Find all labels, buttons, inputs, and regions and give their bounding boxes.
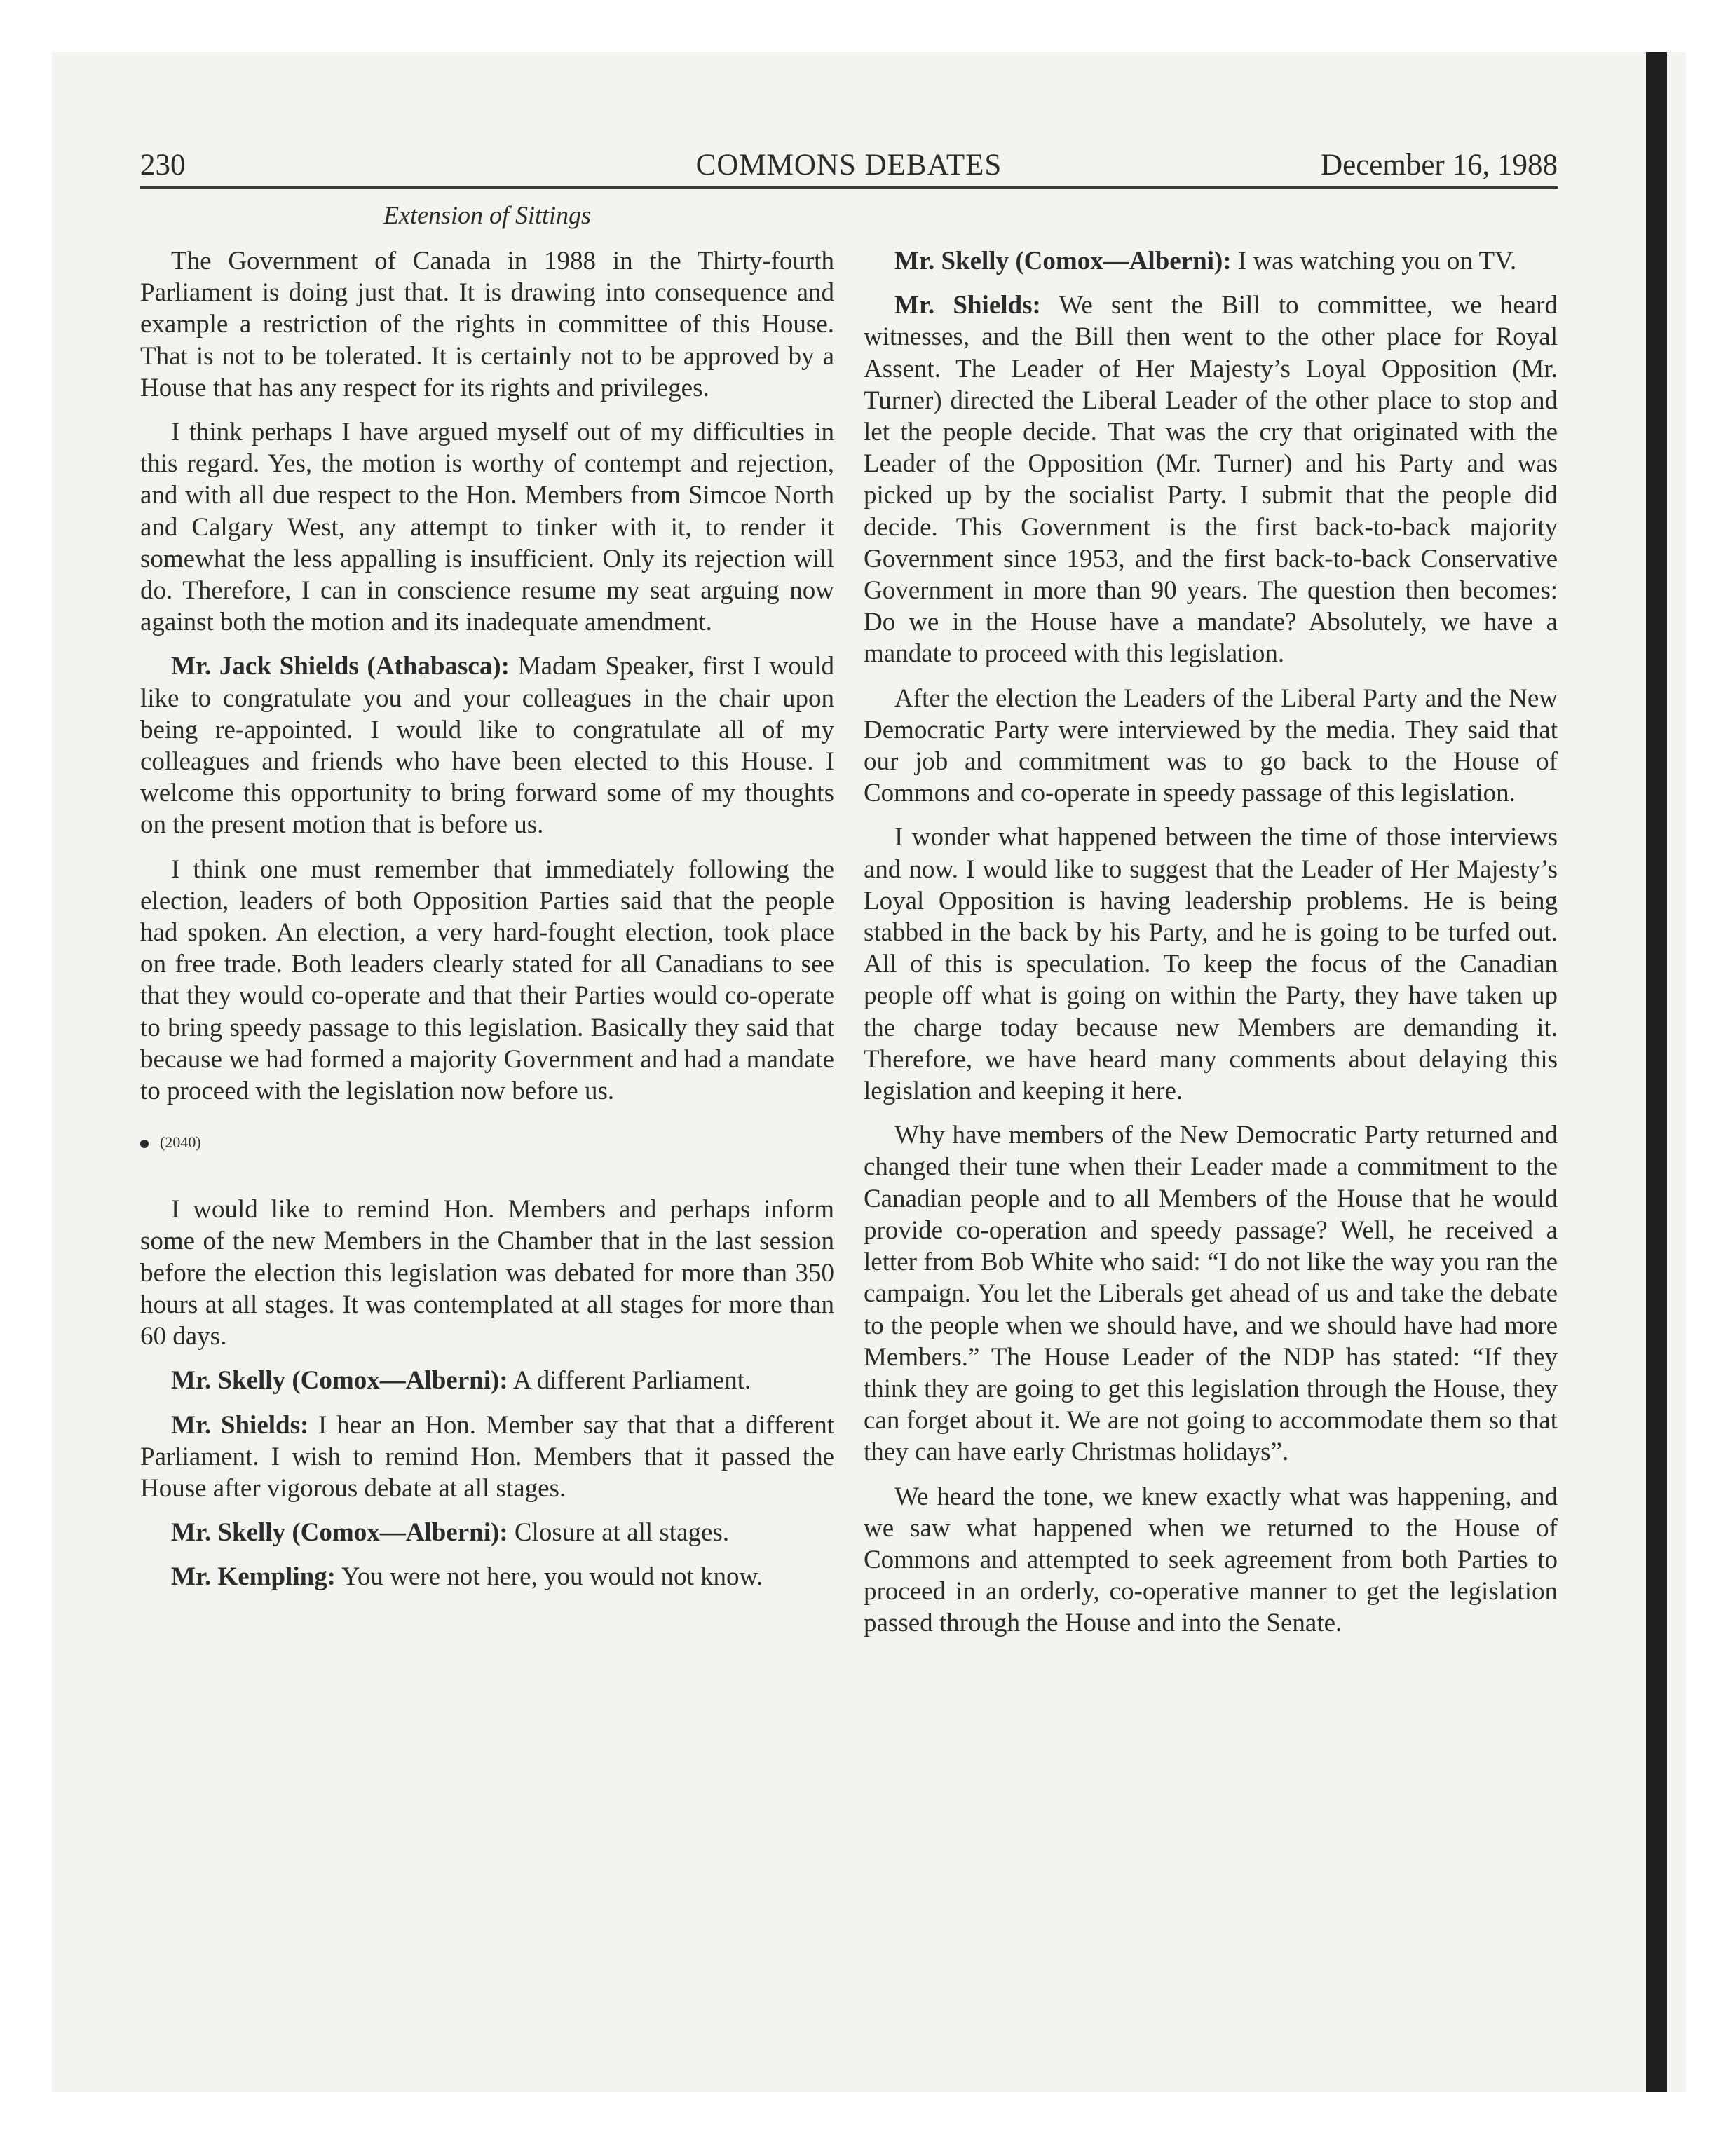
paragraph: I would like to remind Hon. Members and perhaps inform some of the new Members in the Chamber that in the last session before the election this legislation was debated for more than 350 hours at all stages. It was contemplated at all stages for more than 60 days. <box>140 1195 834 1351</box>
right-column <box>864 245 1558 1652</box>
paragraph: I think one must remember that immediately following the election, leaders of both Opposition Parties said that the people had spoken. An election, a very hard-fought election, took place on free trade. Both leaders clearly stated for all Canadians to see that they would co-operate and that their Parties would co-operate to bring speedy passage to this legislation. Basically they said that because we had formed a majority Government and had a mandate to proceed with the legislation now before us. <box>140 854 834 1106</box>
speaker-name: Mr. Shields: <box>894 291 1041 320</box>
paragraph: We heard the tone, we knew exactly what was happening, and we saw what happened when we returned to the House of Commons and attempted to seek agreement from both Parties to proceed in an orderly, co-operative manner to get the legislation passed through the House and into the Senate. <box>864 1482 1558 1638</box>
running-header <box>140 146 1558 185</box>
speaker-name: Mr. Skelly (Comox—Alberni): <box>171 1366 508 1396</box>
speech-text: Madam Speaker, first I would like to congratulate you and your colleagues in the chair upon being re-appointed. I would like to congratulate all of my colleagues and friends who have been elected to this House. I welcome this opportunity to bring forward some of my thoughts on the present motion that is before us. <box>140 652 834 840</box>
paragraph <box>140 1365 834 1396</box>
speaker-name: Mr. Kempling: <box>171 1562 336 1592</box>
paragraph: After the election the Leaders of the Liberal Party and the New Democratic Party were interviewed by the media. They said that our job and commitment was to go back to the House of Commons and co-operate in speedy passage of this legislation. <box>864 683 1558 808</box>
paragraph: I think perhaps I have argued myself out of my difficulties in this regard. Yes, the motion is worthy of contempt and rejection, and with all due respect to the Hon. Members from Simcoe North and Calgary West, any attempt to tinker with it, to render it somewhat the less appalling is insufficient. Only its rejection will do. Therefore, I can in conscience resume my seat arguing now against both the motion and its inadequate amendment. <box>140 418 834 637</box>
paragraph <box>140 1410 834 1505</box>
speech-text: A different Parliament. <box>508 1366 751 1396</box>
publication-title: COMMONS DEBATES <box>695 149 1002 182</box>
speech-text: I hear an Hon. Member say that that a different Parliament. I wish to remind Hon. Members that it passed the House after vigorous debate at all stages. <box>140 1410 834 1503</box>
speech-text: We sent the Bill to committee, we heard witnesses, and the Bill then went to the other place for Royal Assent. The Leader of Her Majesty’s Loyal Opposition (Mr. Turner) directed the Liberal Leader of the other place to stop and let the people decide. That was the cry that originated with the Leader of the Opposition (Mr. Turner) and his Party and was picked up by the socialist Party. I submit that the people did decide. This Government is the first back-to-back majority Government since 1953, and the first back-to-back Conservative Government in more than 90 years. The question then becomes: Do we in the House have a mandate? Absolutely, we have a mandate to proceed with this legislation. <box>864 291 1558 669</box>
speaker-name: Mr. Jack Shields (Athabasca): <box>171 652 510 681</box>
speaker-name: Mr. Shields: <box>171 1410 309 1440</box>
paragraph <box>140 1517 834 1548</box>
speaker-name: Mr. Skelly (Comox—Alberni): <box>894 247 1232 275</box>
speech-text: I was watching you on TV. <box>1231 247 1517 275</box>
page-number: 230 <box>140 149 186 182</box>
time-marker-text: (2040) <box>160 1133 201 1152</box>
paragraph <box>140 650 834 840</box>
header-rule <box>140 186 1558 189</box>
bullet-icon <box>140 1140 149 1148</box>
speaker-name: Mr. Skelly (Comox—Alberni): <box>171 1518 508 1548</box>
paragraph <box>140 1561 834 1592</box>
speech-text: Closure at all stages. <box>508 1518 730 1548</box>
left-column <box>140 245 834 1606</box>
paragraph: I wonder what happened between the time of those interviews and now. I would like to suggest that the Leader of Her Majesty’s Loyal Opposition is having leadership problems. He is being stabbed in the back by his Party, and he is going to be turfed out. All of this is speculation. To keep the focus of the Canadian people off what is going on within the Party, they have taken up the charge today because new Members are demanding it. Therefore, we have heard many comments about delaying this legislation and keeping it here. <box>864 823 1558 1106</box>
paragraph: Why have members of the New Democratic Party returned and changed their tune when their Leader made a commitment to the Canadian people and to all Members of the House that he would provide co-operation and speedy passage? Well, he received a letter from Bob White who said: “I do not like the way you ran the campaign. You let the Liberals get ahead of us and take the debate to the people when we should have, and we should have had more Members.” The House Leader of the NDP has stated: “If they think they are going to get this legislation through the House, they can forget about it. We are not going to accommodate them so that they can have early Christmas holidays”. <box>864 1121 1558 1467</box>
paragraph <box>864 245 1558 277</box>
paragraph: The Government of Canada in 1988 in the Thirty-fourth Parliament is doing just that. It is drawing into consequence and example a restriction of the rights in committee of this House. That is not to be tolerated. It is certainly not to be approved by a House that has any respect for its rights and privileges. <box>140 247 834 402</box>
time-marker <box>140 1132 834 1153</box>
scan-edge-shadow <box>1646 52 1667 2092</box>
header-date: December 16, 1988 <box>1321 149 1558 182</box>
paragraph <box>864 289 1558 669</box>
speech-text: You were not here, you would not know. <box>336 1562 763 1592</box>
section-title: Extension of Sittings <box>383 201 591 229</box>
